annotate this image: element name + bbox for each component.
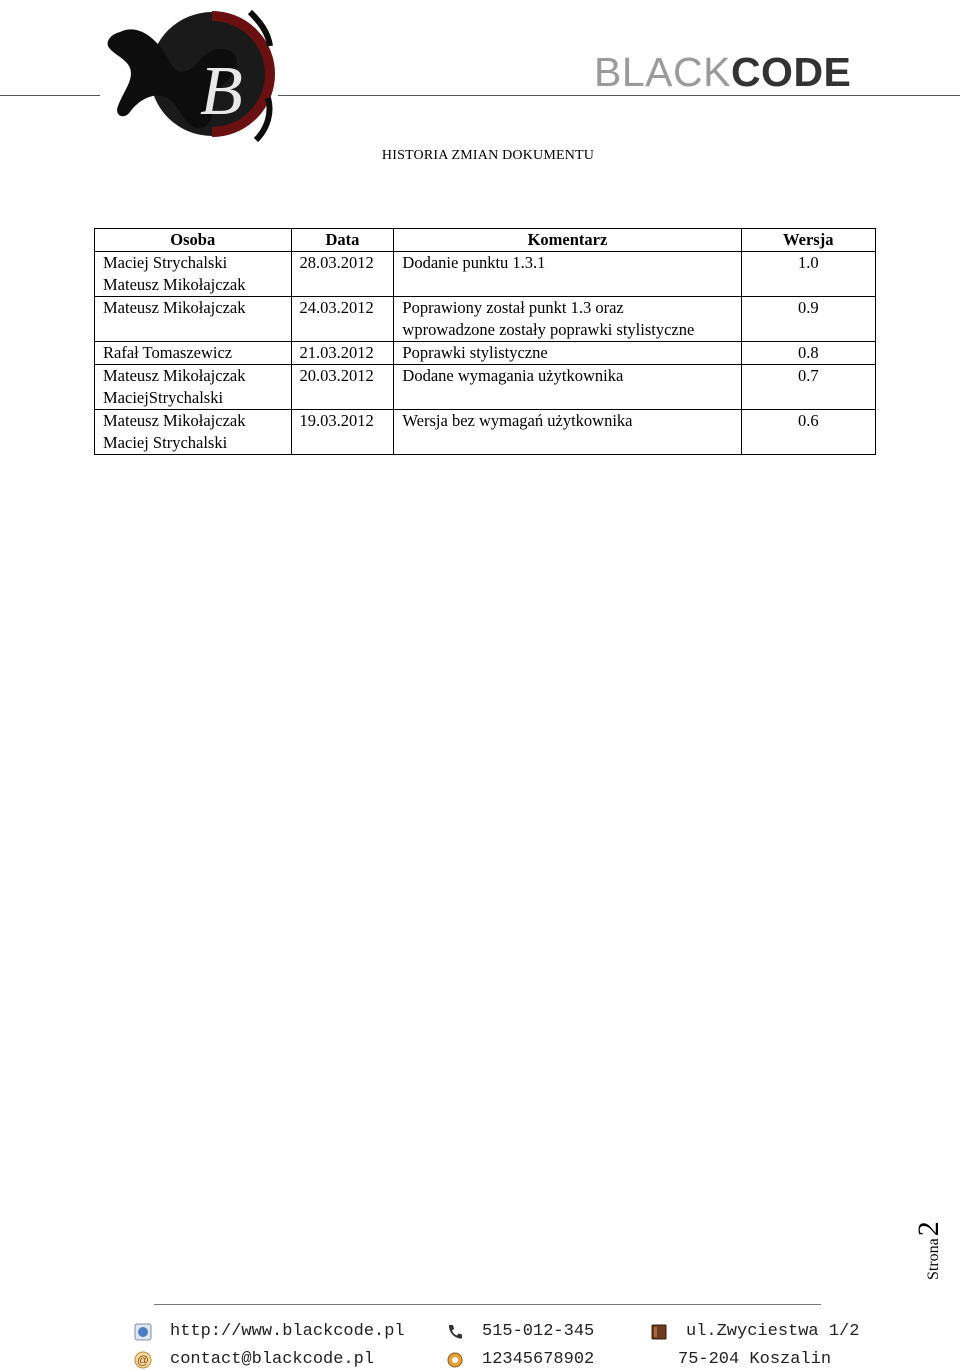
table-header-row: [95, 229, 876, 252]
phone-icon: [446, 1323, 464, 1341]
footer-phone-text: 515-012-345: [482, 1322, 595, 1341]
person-name: Maciej Strychalski: [103, 253, 228, 272]
footer-phone: [446, 1322, 594, 1341]
person-name: Mateusz Mikołajczak: [103, 411, 246, 430]
person-name: Rafał Tomaszewicz: [103, 343, 233, 362]
cell-date: 28.03.2012: [291, 252, 394, 297]
cell-date: 19.03.2012: [291, 410, 394, 455]
page-label-text: Strona: [925, 1238, 942, 1280]
footer-website-text[interactable]: http://www.blackcode.pl: [170, 1322, 405, 1341]
person-name: Mateusz Mikołajczak: [103, 298, 246, 317]
cell-version: 0.9: [741, 297, 875, 342]
cell-comment: [394, 342, 741, 365]
page-number-value: 2: [912, 1221, 945, 1237]
person-name: MaciejStrychalski: [103, 388, 224, 407]
footer-divider: [154, 1304, 821, 1305]
cell-comment: [394, 252, 741, 297]
person-name: Mateusz Mikołajczak: [103, 275, 246, 294]
comment-line: Dodanie punktu 1.3.1: [402, 253, 546, 272]
cell-version: 0.6: [741, 410, 875, 455]
gear-icon: [446, 1351, 464, 1369]
footer-email[interactable]: [134, 1350, 374, 1369]
svg-text:B: B: [200, 53, 243, 130]
person-name: Mateusz Mikołajczak: [103, 366, 246, 385]
change-history-table: [94, 228, 876, 455]
footer-city: [650, 1350, 831, 1369]
book-icon: [650, 1323, 668, 1341]
column-header-version: Wersja: [741, 229, 875, 252]
footer-street: [650, 1322, 859, 1341]
brand-part-code: CODE: [730, 49, 852, 95]
footer-nip-text: 12345678902: [482, 1350, 595, 1369]
footer-city-text: 75-204 Koszalin: [678, 1350, 832, 1369]
cell-date: 24.03.2012: [291, 297, 394, 342]
cell-person: [95, 342, 292, 365]
header-divider-left: [0, 95, 100, 96]
cell-person: [95, 365, 292, 410]
globe-icon: [134, 1323, 152, 1341]
cell-date: 21.03.2012: [291, 342, 394, 365]
person-name: Maciej Strychalski: [103, 433, 228, 452]
comment-line: wprowadzone zostały poprawki stylistyczne: [402, 320, 695, 339]
cell-comment: [394, 410, 741, 455]
cell-person: [95, 252, 292, 297]
cell-version: 1.0: [741, 252, 875, 297]
footer-email-text[interactable]: contact@blackcode.pl: [170, 1350, 375, 1369]
column-header-date: Data: [291, 229, 394, 252]
comment-line: Poprawiony został punkt 1.3 oraz: [402, 298, 624, 317]
cell-comment: [394, 297, 741, 342]
table-row: [95, 252, 876, 297]
cell-date: 20.03.2012: [291, 365, 394, 410]
at-sign-icon: [134, 1351, 152, 1369]
header-divider-right: [278, 95, 960, 96]
footer-website[interactable]: [134, 1322, 405, 1341]
column-header-comment: Komentarz: [394, 229, 741, 252]
horse-logo: [100, 2, 278, 152]
cell-version: 0.7: [741, 365, 875, 410]
cell-version: 0.8: [741, 342, 875, 365]
document-title: HISTORIA ZMIAN DOKUMENTU: [381, 148, 595, 163]
brand-wordmark: [594, 49, 852, 95]
table-row: [95, 342, 876, 365]
table-row: [95, 297, 876, 342]
cell-comment: [394, 365, 741, 410]
table-row: [95, 365, 876, 410]
footer-nip: [446, 1350, 594, 1369]
page-number: [912, 1221, 946, 1280]
brand-part-black: BLACK: [594, 49, 731, 95]
comment-line: Wersja bez wymagań użytkownika: [402, 411, 633, 430]
footer-street-text: ul.Zwyciestwa 1/2: [686, 1322, 860, 1341]
table-row: [95, 410, 876, 455]
column-header-person: Osoba: [95, 229, 292, 252]
svg-text:@: @: [136, 1352, 150, 1367]
comment-line: Poprawki stylistyczne: [402, 343, 548, 362]
comment-line: Dodane wymagania użytkownika: [402, 366, 624, 385]
cell-person: [95, 297, 292, 342]
cell-person: [95, 410, 292, 455]
